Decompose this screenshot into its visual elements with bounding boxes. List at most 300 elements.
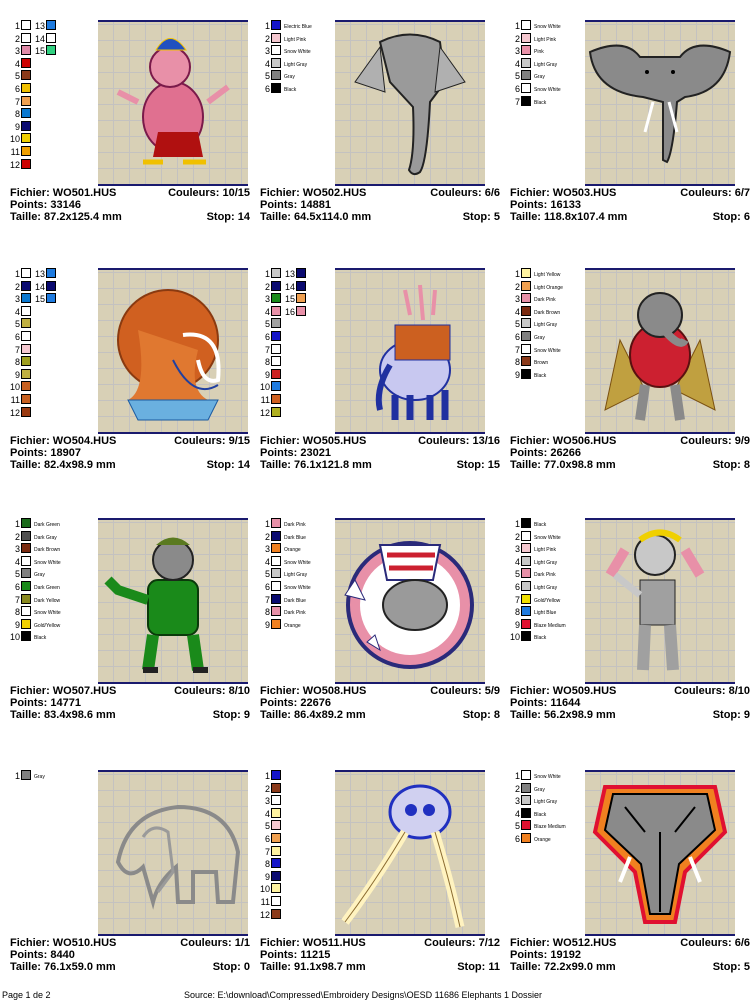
color-swatch — [21, 581, 31, 591]
file-name: WO512.HUS — [552, 937, 617, 949]
thread-name: Gray — [534, 74, 545, 81]
file-label: Fichier: — [510, 187, 550, 199]
thread-row — [10, 281, 31, 292]
thread-row — [260, 846, 281, 857]
colors-value: 6/7 — [734, 187, 750, 199]
thread-row — [510, 20, 561, 31]
color-swatch — [46, 33, 56, 43]
thread-row — [10, 581, 60, 592]
thread-row — [510, 344, 561, 355]
stop-value: 8 — [743, 459, 750, 471]
stop-label: Stop: — [212, 709, 241, 721]
thread-name: Brown — [534, 360, 549, 367]
size-value: 118.8x107.4 mm — [544, 211, 628, 223]
color-swatch — [521, 631, 531, 641]
points-label: Points: — [510, 447, 548, 459]
thread-number: 2 — [514, 783, 520, 794]
thread-row — [510, 268, 560, 279]
points-label: Points: — [510, 697, 548, 709]
color-swatch — [521, 281, 531, 291]
file-label: Fichier: — [260, 685, 300, 697]
size-value: 77.0x98.8 mm — [544, 459, 616, 471]
color-swatch — [271, 344, 281, 354]
color-swatch — [521, 268, 531, 278]
color-swatch — [521, 543, 531, 553]
points-label: Points: — [10, 447, 48, 459]
color-swatch — [271, 268, 281, 278]
thread-number: 10 — [10, 632, 21, 643]
size-label: Taille: — [10, 961, 41, 973]
thread-row — [260, 318, 281, 329]
color-swatch — [21, 369, 31, 379]
color-swatch — [271, 909, 281, 919]
color-swatch — [521, 83, 531, 93]
design-card — [260, 770, 500, 1000]
thread-name: Blaze Medium — [534, 824, 566, 831]
thread-row — [510, 581, 557, 592]
thread-row — [510, 833, 551, 844]
thread-row — [510, 306, 560, 317]
color-swatch — [46, 293, 56, 303]
design-card — [260, 268, 500, 498]
color-swatch — [46, 281, 56, 291]
color-swatch — [21, 146, 31, 156]
points-value: 8440 — [50, 949, 75, 961]
thread-row — [10, 518, 60, 529]
thread-row — [260, 606, 306, 617]
thread-row — [260, 20, 312, 31]
stop-label: Stop: — [456, 459, 485, 471]
thread-number: 1 — [264, 519, 270, 529]
thread-number: 5 — [514, 821, 520, 832]
thread-name: Black — [534, 522, 547, 528]
thread-row — [260, 820, 281, 831]
thread-number: 3 — [14, 46, 20, 57]
thread-row — [510, 45, 544, 56]
thread-row — [260, 58, 307, 69]
colors-label: Couleurs: — [180, 937, 232, 949]
thread-row — [32, 293, 56, 304]
points-value: 14881 — [300, 199, 331, 211]
thread-row — [282, 281, 306, 292]
thread-row — [260, 33, 306, 44]
file-name: WO502.HUS — [302, 187, 367, 199]
thread-row — [510, 369, 546, 380]
color-swatch — [521, 531, 531, 541]
thread-row — [10, 568, 45, 579]
thread-number: 13 — [284, 269, 295, 279]
thread-number: 1 — [14, 771, 20, 781]
color-swatch — [296, 306, 306, 316]
thread-name: Black — [534, 372, 547, 379]
color-swatch — [271, 871, 281, 881]
design-card — [260, 518, 500, 748]
size-value: 87.2x125.4 mm — [44, 211, 122, 223]
thread-number: 8 — [514, 607, 520, 618]
size-label: Taille: — [510, 211, 541, 223]
thread-row — [510, 770, 561, 781]
thread-number: 6 — [264, 332, 270, 342]
thread-number: 12 — [10, 407, 21, 418]
thread-row — [510, 356, 548, 367]
color-swatch — [271, 783, 281, 793]
stop-label: Stop: — [712, 709, 741, 721]
thread-name: Dark Gray — [34, 534, 57, 541]
thread-number: 3 — [514, 544, 520, 555]
colors-label: Couleurs: — [674, 685, 726, 697]
thread-number: 8 — [264, 859, 270, 870]
kid-elephant-preview — [585, 518, 735, 684]
thread-number: 11 — [10, 395, 20, 405]
color-swatch — [521, 45, 531, 55]
size-value: 91.1x98.7 mm — [294, 961, 366, 973]
points-value: 16133 — [550, 199, 581, 211]
colors-value: 6/6 — [734, 937, 750, 949]
size-value: 83.4x98.6 mm — [44, 709, 116, 721]
color-swatch — [21, 133, 31, 143]
thread-number: 8 — [264, 357, 270, 368]
stop-label: Stop: — [712, 459, 741, 471]
color-swatch — [296, 293, 306, 303]
color-swatch — [21, 45, 31, 55]
stop-label: Stop: — [206, 459, 235, 471]
size-label: Taille: — [260, 961, 291, 973]
size-value: 56.2x98.9 mm — [544, 709, 616, 721]
thread-name: Black — [534, 99, 547, 106]
stop-value: 5 — [743, 961, 750, 973]
thread-row — [510, 518, 546, 529]
thread-name: Pink — [534, 49, 544, 56]
color-swatch — [521, 33, 531, 43]
colors-label: Couleurs: — [680, 937, 732, 949]
thread-number: 1 — [514, 21, 520, 31]
thread-row — [10, 45, 31, 56]
elephant-head-preview — [585, 20, 735, 186]
color-swatch — [521, 344, 531, 354]
thread-name: Snow White — [34, 610, 61, 617]
color-swatch — [521, 619, 531, 629]
thread-row — [10, 631, 46, 642]
color-swatch — [521, 70, 531, 80]
thread-name: Orange — [534, 837, 551, 843]
color-swatch — [21, 518, 31, 528]
colors-label: Couleurs: — [680, 187, 732, 199]
thread-row — [10, 306, 31, 317]
thread-number: 4 — [514, 306, 520, 317]
color-swatch — [271, 281, 281, 291]
thread-name: Gray — [34, 572, 45, 579]
thread-number: 3 — [514, 796, 520, 807]
thread-number: 3 — [264, 544, 270, 555]
size-label: Taille: — [10, 211, 41, 223]
thread-row — [510, 331, 545, 342]
colors-value: 9/9 — [734, 435, 750, 447]
stop-label: Stop: — [206, 211, 235, 223]
thread-row — [32, 45, 56, 56]
thread-row — [10, 556, 61, 567]
color-swatch — [21, 281, 31, 291]
stop-value: 8 — [493, 709, 500, 721]
color-swatch — [46, 20, 56, 30]
size-label: Taille: — [260, 459, 291, 471]
thread-number: 6 — [14, 332, 20, 342]
points-value: 11215 — [300, 949, 331, 961]
thread-number: 5 — [14, 319, 20, 330]
thread-name: Dark Pink — [534, 572, 556, 579]
thread-row — [260, 808, 281, 819]
thread-row — [10, 121, 31, 132]
color-swatch — [271, 407, 281, 417]
color-swatch — [21, 306, 31, 316]
size-label: Taille: — [260, 211, 291, 223]
color-swatch — [21, 83, 31, 93]
thread-row — [260, 594, 306, 605]
color-swatch — [271, 306, 281, 316]
color-swatch — [271, 846, 281, 856]
thread-row — [260, 833, 281, 844]
thread-name: Light Gray — [284, 572, 308, 579]
colors-value: 13/16 — [472, 435, 500, 447]
color-swatch — [21, 568, 31, 578]
color-swatch — [271, 770, 281, 780]
points-value: 23021 — [300, 447, 331, 459]
thread-row — [260, 331, 281, 342]
design-card — [10, 20, 250, 250]
thread-number: 7 — [514, 344, 520, 355]
size-value: 72.2x99.0 mm — [544, 961, 616, 973]
thread-number: 12 — [260, 407, 271, 418]
color-swatch — [271, 581, 281, 591]
thread-row — [510, 531, 561, 542]
thread-row — [282, 293, 306, 304]
thread-name: Dark Blue — [284, 597, 306, 604]
stop-label: Stop: — [462, 211, 491, 223]
thread-row — [32, 268, 56, 279]
file-label: Fichier: — [510, 937, 550, 949]
thread-row — [510, 631, 546, 642]
thread-name: Black — [534, 811, 547, 818]
thread-row — [10, 531, 57, 542]
points-label: Points: — [510, 949, 548, 961]
thread-number: 3 — [514, 46, 520, 57]
thread-number: 12 — [10, 159, 21, 170]
thread-number: 7 — [514, 594, 520, 605]
thread-row — [510, 783, 545, 794]
thread-number: 2 — [14, 33, 20, 44]
thread-row — [510, 808, 546, 819]
thread-number: 11 — [260, 395, 270, 405]
points-label: Points: — [260, 199, 298, 211]
thread-name: Light Blue — [534, 610, 557, 617]
thread-name: Black — [284, 87, 297, 93]
thread-number: 4 — [264, 58, 270, 69]
color-swatch — [21, 407, 31, 417]
thread-number: 6 — [14, 84, 20, 94]
hero-elephant-preview — [585, 268, 735, 434]
stop-value: 9 — [243, 709, 250, 721]
thread-number: 10 — [10, 134, 21, 145]
color-swatch — [21, 20, 31, 30]
color-swatch — [521, 20, 531, 30]
thread-number: 7 — [264, 344, 270, 355]
color-swatch — [21, 70, 31, 80]
thread-number: 9 — [14, 619, 20, 630]
thread-number: 1 — [264, 771, 270, 781]
points-value: 19192 — [550, 949, 581, 961]
thread-name: Light Orange — [534, 284, 563, 291]
thread-number: 9 — [14, 369, 20, 380]
thread-row — [10, 381, 31, 392]
file-name: WO507.HUS — [52, 685, 117, 697]
stop-value: 15 — [487, 459, 500, 471]
design-card — [510, 518, 750, 748]
thread-row — [510, 96, 546, 107]
color-swatch — [521, 556, 531, 566]
thread-number: 15 — [284, 294, 295, 305]
color-swatch — [271, 795, 281, 805]
thread-row — [510, 281, 563, 292]
thread-number: 8 — [264, 607, 270, 618]
thread-number: 8 — [14, 109, 20, 120]
color-swatch — [521, 369, 531, 379]
thread-row — [260, 407, 281, 418]
design-card — [510, 770, 750, 1000]
thread-number: 8 — [14, 607, 20, 618]
colors-value: 10/15 — [222, 187, 250, 199]
thread-row — [260, 783, 281, 794]
thread-name: Light Gray — [534, 585, 558, 591]
thread-number: 7 — [14, 96, 20, 107]
color-swatch — [271, 58, 281, 68]
points-value: 18907 — [50, 447, 81, 459]
colors-label: Couleurs: — [174, 435, 226, 447]
thread-number: 9 — [264, 871, 270, 882]
thread-name: Light Gray — [534, 799, 558, 806]
stop-value: 0 — [243, 961, 250, 973]
color-swatch — [21, 556, 31, 566]
colors-label: Couleurs: — [424, 937, 476, 949]
color-swatch — [271, 83, 281, 93]
thread-name: Light Pink — [534, 36, 556, 43]
color-swatch — [271, 381, 281, 391]
thread-row — [260, 268, 281, 279]
thread-number: 5 — [264, 569, 270, 580]
colors-label: Couleurs: — [418, 435, 470, 447]
thread-number: 6 — [264, 84, 270, 94]
thread-number: 10 — [260, 884, 271, 895]
color-swatch — [271, 33, 281, 43]
design-card — [10, 268, 250, 498]
thread-name: Light Gray — [534, 322, 558, 329]
thread-number: 4 — [14, 556, 20, 567]
thread-number: 6 — [514, 332, 520, 342]
colors-value: 1/1 — [234, 937, 250, 949]
design-card — [10, 518, 250, 748]
thread-name: Snow White — [284, 585, 311, 591]
parade-elephant-preview — [335, 268, 485, 434]
file-name: WO508.HUS — [302, 685, 367, 697]
thread-row — [260, 518, 306, 529]
file-label: Fichier: — [260, 435, 300, 447]
thread-number: 8 — [514, 357, 520, 368]
thread-name: Snow White — [534, 347, 561, 354]
thread-number: 6 — [514, 834, 520, 844]
size-value: 76.1x59.0 mm — [44, 961, 116, 973]
thread-number: 9 — [264, 369, 270, 380]
soldier-elephant-preview — [98, 518, 248, 684]
color-swatch — [521, 808, 531, 818]
color-swatch — [521, 770, 531, 780]
thread-number: 6 — [514, 582, 520, 592]
thread-number: 1 — [14, 269, 20, 279]
thread-number: 5 — [514, 319, 520, 330]
stop-value: 14 — [237, 211, 250, 223]
thread-number: 5 — [14, 569, 20, 580]
thread-name: Gray — [534, 335, 545, 341]
size-label: Taille: — [510, 961, 541, 973]
color-swatch — [521, 568, 531, 578]
points-label: Points: — [260, 447, 298, 459]
thread-number: 9 — [514, 619, 520, 630]
thread-row — [260, 344, 281, 355]
thread-number: 2 — [514, 531, 520, 542]
color-swatch — [271, 318, 281, 328]
color-swatch — [521, 306, 531, 316]
color-swatch — [21, 96, 31, 106]
thread-number: 5 — [14, 71, 20, 82]
thread-row — [32, 33, 56, 44]
thread-row — [510, 33, 556, 44]
color-swatch — [21, 318, 31, 328]
colors-value: 6/6 — [484, 187, 500, 199]
thread-name: Snow White — [534, 534, 561, 541]
color-swatch — [296, 268, 306, 278]
thread-row — [510, 606, 556, 617]
thread-row — [510, 568, 556, 579]
thread-number: 9 — [14, 121, 20, 132]
thread-number: 10 — [260, 382, 271, 393]
thread-number: 3 — [264, 796, 270, 807]
color-swatch — [21, 531, 31, 541]
thread-row — [260, 83, 296, 94]
patriot-elephant-preview — [335, 518, 485, 684]
color-swatch — [271, 20, 281, 30]
thread-row — [10, 33, 31, 44]
size-value: 82.4x98.9 mm — [44, 459, 116, 471]
stop-value: 5 — [493, 211, 500, 223]
colors-label: Couleurs: — [430, 685, 482, 697]
file-name: WO510.HUS — [52, 937, 117, 949]
thread-row — [510, 619, 566, 630]
thread-name: Dark Blue — [284, 534, 306, 541]
thread-row — [10, 293, 31, 304]
thread-row — [10, 133, 31, 144]
thread-number: 14 — [34, 281, 45, 292]
colors-value: 8/10 — [728, 685, 750, 697]
thread-row — [260, 909, 281, 920]
thread-name: Dark Pink — [534, 297, 556, 304]
thread-row — [510, 58, 557, 69]
color-swatch — [271, 568, 281, 578]
color-swatch — [271, 606, 281, 616]
thread-row — [10, 146, 31, 157]
color-swatch — [521, 606, 531, 616]
thread-row — [260, 369, 281, 380]
color-swatch — [21, 159, 31, 169]
stop-value: 9 — [743, 709, 750, 721]
thread-row — [10, 331, 31, 342]
color-swatch — [271, 531, 281, 541]
